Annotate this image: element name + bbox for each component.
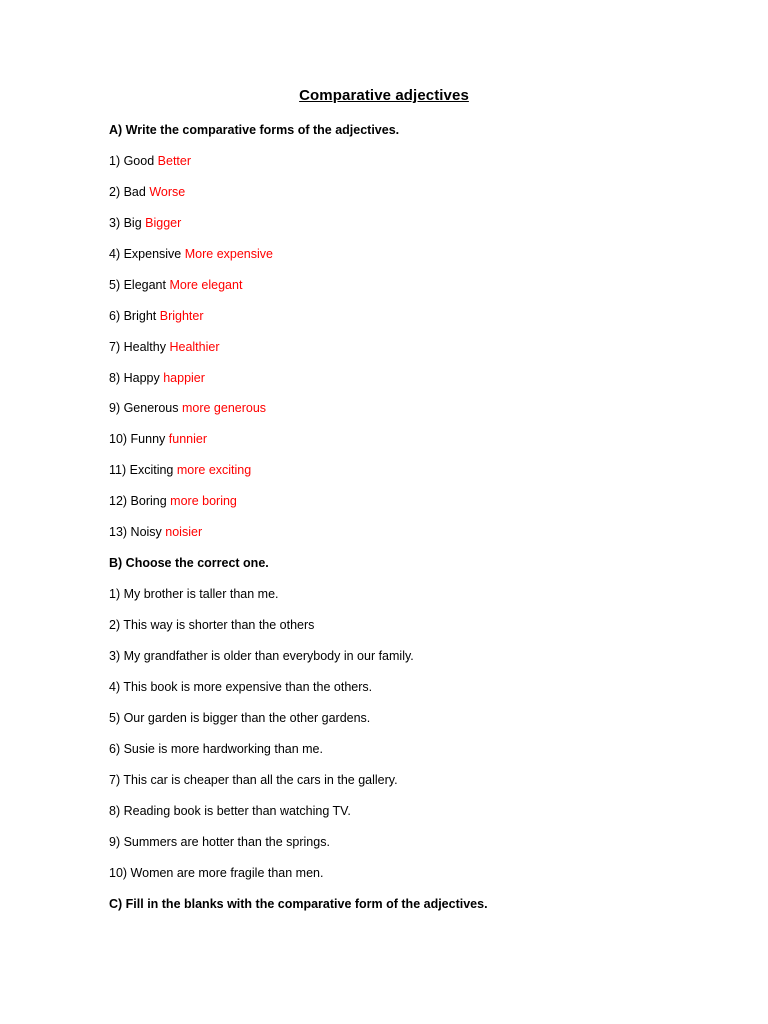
- item-prompt: 9) Generous: [109, 401, 179, 415]
- item-prompt: 10) Funny: [109, 432, 166, 446]
- list-item: [109, 462, 251, 478]
- item-prompt: 1) Good: [109, 154, 155, 168]
- item-prompt: 8) Happy: [109, 371, 160, 385]
- list-item: [109, 431, 207, 447]
- item-prompt: 2) Bad: [109, 185, 146, 199]
- item-answer: more generous: [181, 401, 267, 415]
- list-item: [109, 153, 191, 169]
- item-prompt: 11) Exciting: [109, 463, 174, 477]
- item-prompt: 5) Elegant: [109, 278, 166, 292]
- item-answer: Brighter: [159, 309, 204, 323]
- item-answer: More elegant: [169, 278, 243, 292]
- sentence-item: 3) My grandfather is older than everybody in our family.: [109, 649, 414, 663]
- item-answer: Better: [157, 154, 192, 168]
- item-answer: Healthier: [169, 340, 220, 354]
- item-prompt: 3) Big: [109, 216, 142, 230]
- item-answer: funnier: [168, 432, 207, 446]
- page-title: Comparative adjectives: [299, 87, 469, 104]
- list-item: [109, 277, 242, 293]
- section-b-heading: B) Choose the correct one.: [109, 556, 269, 570]
- item-answer: Bigger: [145, 216, 182, 230]
- sentence-item: 2) This way is shorter than the others: [109, 618, 315, 632]
- sentence-item: 10) Women are more fragile than men.: [109, 866, 324, 880]
- list-item: [109, 308, 204, 324]
- item-answer: More expensive: [184, 247, 273, 261]
- item-prompt: 13) Noisy: [109, 525, 162, 539]
- sentence-item: 7) This car is cheaper than all the cars in the gallery.: [109, 773, 398, 787]
- item-answer: Worse: [149, 185, 186, 199]
- sentence-item: 8) Reading book is better than watching TV.: [109, 804, 351, 818]
- list-item: [109, 524, 202, 540]
- sentence-item: 9) Summers are hotter than the springs.: [109, 835, 330, 849]
- item-prompt: 12) Boring: [109, 494, 167, 508]
- section-a-heading: A) Write the comparative forms of the adjectives.: [109, 123, 400, 137]
- list-item: [109, 400, 266, 416]
- list-item: [109, 370, 205, 386]
- list-item: [109, 246, 273, 262]
- item-answer: happier: [163, 371, 205, 385]
- item-answer: more boring: [170, 494, 237, 508]
- list-item: [109, 184, 185, 200]
- list-item: [109, 215, 181, 231]
- item-prompt: 7) Healthy: [109, 340, 166, 354]
- list-item: [109, 339, 220, 355]
- item-prompt: 6) Bright: [109, 309, 157, 323]
- sentence-item: 6) Susie is more hardworking than me.: [109, 742, 323, 756]
- item-prompt: 4) Expensive: [109, 247, 182, 261]
- item-answer: more exciting: [176, 463, 252, 477]
- sentence-item: 5) Our garden is bigger than the other gardens.: [109, 711, 371, 725]
- sentence-item: 4) This book is more expensive than the others.: [109, 680, 373, 694]
- section-c-heading: C) Fill in the blanks with the comparative form of the adjectives.: [109, 897, 488, 911]
- list-item: [109, 493, 237, 509]
- sentence-item: 1) My brother is taller than me.: [109, 587, 279, 601]
- item-answer: noisier: [165, 525, 203, 539]
